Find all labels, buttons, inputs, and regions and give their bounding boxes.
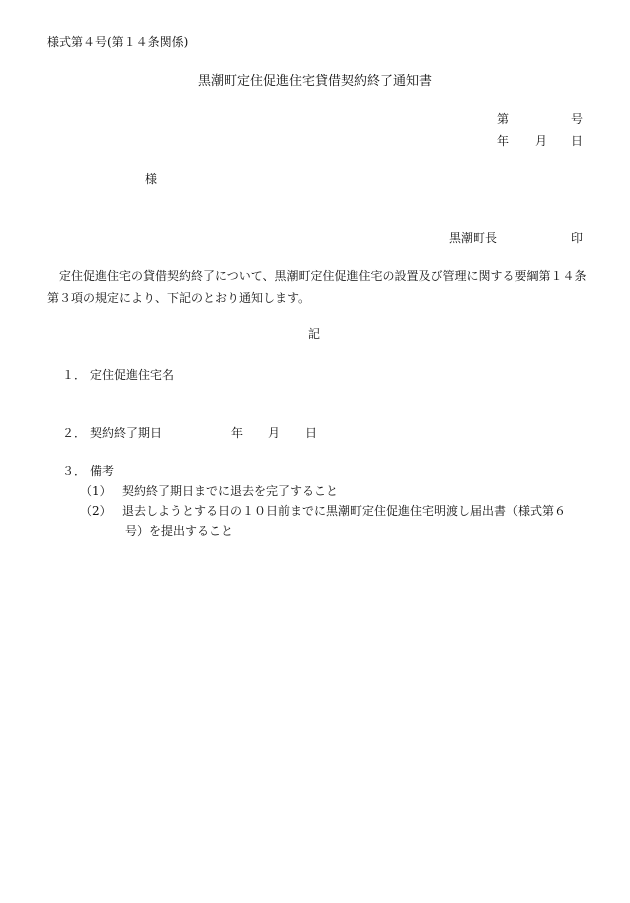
item-3	[62, 463, 114, 479]
note-1	[80, 483, 338, 499]
note-2	[80, 501, 585, 541]
sender-name: 黒潮町長	[449, 231, 498, 245]
document-title: 黒潮町定住促進住宅貸借契約終了通知書	[197, 74, 432, 89]
doc-date-year: 年	[497, 134, 510, 148]
note-number: （1）	[80, 484, 112, 498]
body-paragraph: 定住促進住宅の貸借契約終了について、黒潮町定住促進住宅の設置及び管理に関する要綱第１４条第３項の規定により、下記のとおり通知します。	[47, 269, 587, 305]
item-label: 契約終了期日	[90, 426, 163, 440]
item-number: １．	[62, 368, 87, 382]
doc-number-suffix: 号	[571, 112, 584, 126]
note-number: （2）	[80, 504, 112, 518]
item-label: 備考	[90, 464, 115, 478]
end-date-month: 月	[268, 426, 281, 440]
item-2	[62, 425, 162, 441]
sender-seal: 印	[571, 231, 584, 245]
form-label: 様式第４号(第１４条関係)	[47, 35, 189, 49]
note-text-continuation: 号）を提出すること	[125, 524, 234, 538]
end-date-day: 日	[305, 426, 318, 440]
item-1	[62, 367, 174, 383]
doc-date-month: 月	[535, 134, 548, 148]
doc-number-prefix: 第	[497, 112, 510, 126]
doc-date-day: 日	[571, 134, 584, 148]
item-label: 定住促進住宅名	[90, 368, 175, 382]
addressee-suffix: 様	[145, 172, 158, 186]
note-text: 退去しようとする日の１０日前までに黒潮町定住促進住宅明渡し届出書（様式第６	[122, 504, 567, 518]
note-text: 契約終了期日までに退去を完了すること	[122, 484, 339, 498]
item-number: ３．	[62, 464, 87, 478]
item-number: ２．	[62, 426, 87, 440]
end-date-year: 年	[231, 426, 244, 440]
ki-heading: 記	[308, 327, 321, 341]
